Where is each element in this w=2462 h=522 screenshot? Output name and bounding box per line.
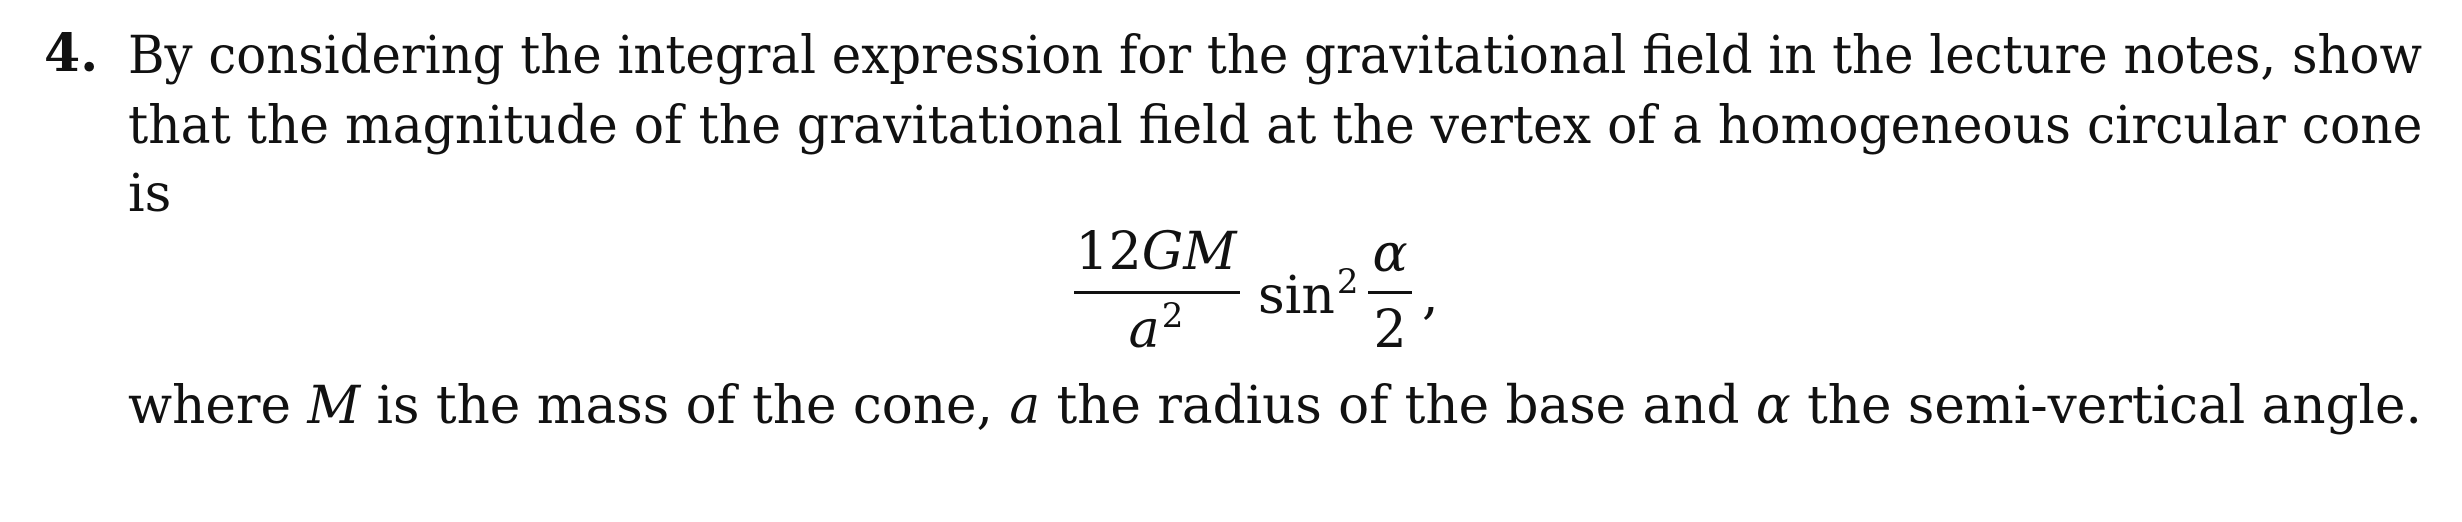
sine-function	[1258, 262, 1359, 326]
problem-number: 4.	[44, 23, 99, 84]
closing-part-2: is the mass of the cone,	[360, 376, 1010, 436]
numerator-coefficient: 12	[1075, 222, 1142, 282]
display-equation	[1070, 222, 1470, 372]
main-fraction	[1070, 222, 1242, 372]
closing-part-1: where	[128, 376, 308, 436]
main-fraction-bar	[1074, 291, 1240, 294]
angle-fraction	[1360, 222, 1420, 372]
angle-fraction-numerator: α	[1372, 224, 1408, 284]
problem-text-line-3: is	[128, 164, 172, 224]
denominator-exponent: 2	[1161, 296, 1184, 336]
closing-var-angle: α	[1755, 376, 1791, 436]
closing-var-radius: a	[1009, 376, 1041, 436]
denominator-variable: a	[1128, 300, 1160, 360]
closing-part-3: the radius of the base and	[1040, 376, 1756, 436]
equation-comma: ,	[1422, 266, 1439, 326]
closing-part-4: the semi-vertical angle.	[1790, 376, 2422, 436]
problem-text-line-1: By considering the integral expression for the gravitational field in the lecture notes, show	[128, 26, 2423, 86]
main-fraction-denominator	[1070, 296, 1242, 360]
problem-text-line-2: that the magnitude of the gravitational field at the vertex of a homogeneous circular cone	[128, 96, 2423, 156]
sine-exponent: 2	[1336, 262, 1359, 302]
main-fraction-numerator	[1070, 222, 1242, 282]
problem-text-closing	[128, 376, 2422, 436]
angle-fraction-bar	[1368, 291, 1412, 294]
numerator-variables: GM	[1141, 222, 1237, 282]
closing-var-mass: M	[307, 376, 361, 436]
angle-fraction-denominator: 2	[1373, 300, 1407, 360]
sine-label: sin	[1258, 266, 1335, 326]
